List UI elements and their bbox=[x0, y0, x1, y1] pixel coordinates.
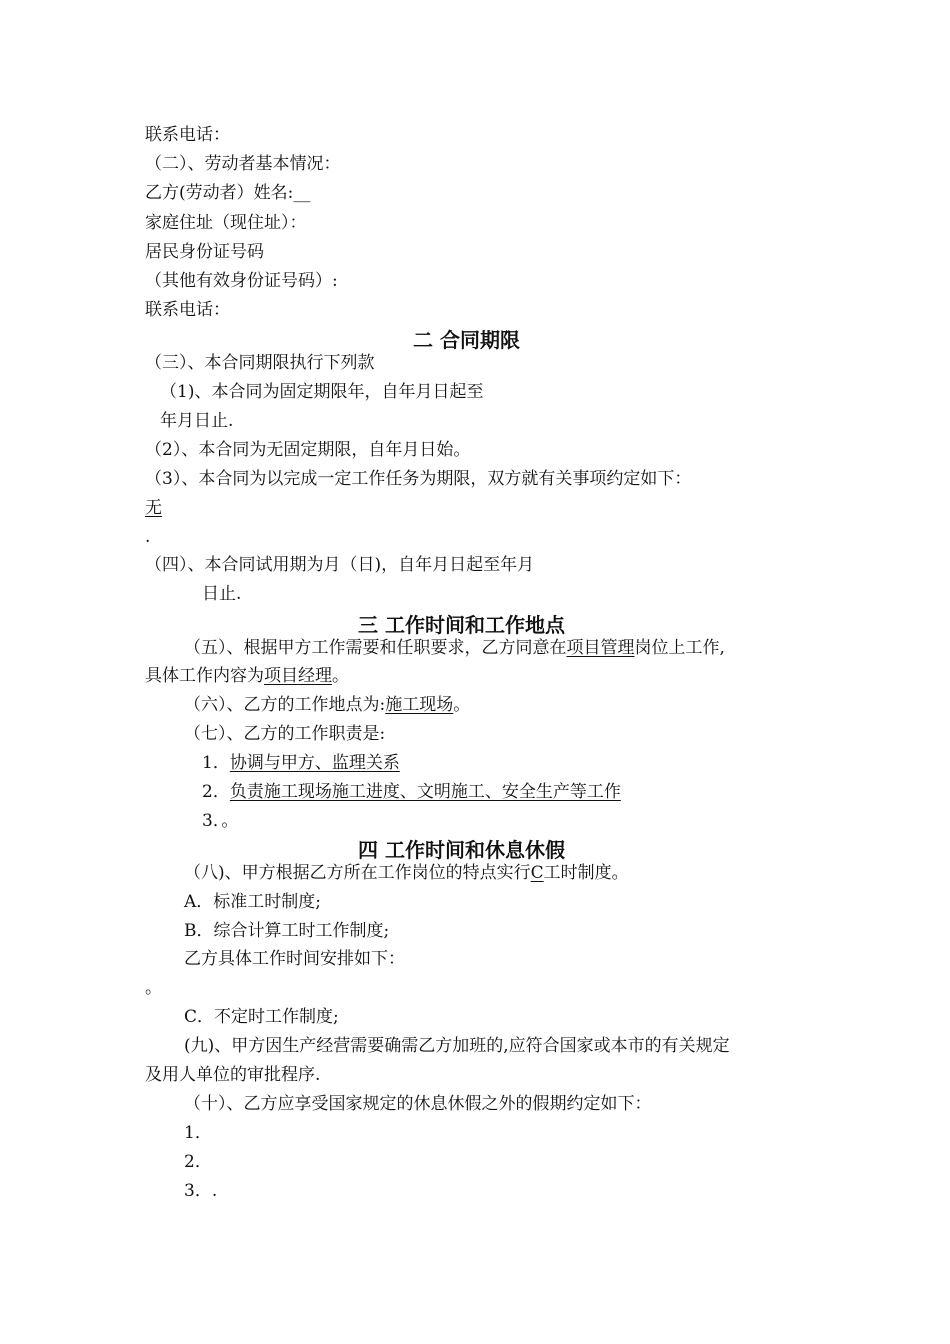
schedule-end: 。 bbox=[145, 978, 162, 998]
other-id: （其他有效身份证号码）: bbox=[145, 271, 338, 291]
job-post-value: 项目管理 bbox=[566, 638, 635, 658]
job-content-value: 项目经理 bbox=[264, 666, 332, 686]
overtime-line-2: 及用人单位的审批程序. bbox=[145, 1065, 321, 1085]
holiday-item-2: 2． bbox=[184, 1152, 212, 1172]
option-a: A．标准工时制度; bbox=[184, 892, 322, 912]
hours-end: 工时制度。 bbox=[543, 863, 629, 883]
job-line-2 bbox=[145, 665, 349, 687]
heading-work-time-place: 三 工作时间和工作地点 bbox=[358, 613, 565, 637]
hours-text: （八)、甲方根据乙方所在工作岗位的特点实行 bbox=[184, 863, 531, 883]
duty-2-text: 负责施工现场施工进度、文明施工、安全生产等工作 bbox=[229, 782, 621, 802]
job-line-1 bbox=[184, 637, 725, 659]
probation-line-1: （四）、本合同试用期为月（日)，自年月日起至年月 bbox=[145, 555, 535, 575]
probation-line-2: 日止. bbox=[202, 584, 242, 604]
job-line-1-end: 岗位上工作, bbox=[634, 638, 725, 658]
work-place-label: （六）、乙方的工作地点为: bbox=[184, 695, 386, 715]
section-2-header: （二）、劳动者基本情况： bbox=[145, 154, 341, 174]
term-fixed-line-2: 年月日止. bbox=[160, 411, 234, 431]
id-number: 居民身份证号码 bbox=[145, 242, 264, 262]
term-task-end: . bbox=[145, 527, 151, 547]
work-place-value: 施工现场 bbox=[385, 695, 454, 715]
hours-line bbox=[184, 862, 629, 884]
hours-system-value: C bbox=[530, 863, 544, 883]
party-a-contact: 联系电话： bbox=[145, 125, 230, 145]
duty-1 bbox=[202, 752, 400, 774]
heading-contract-term: 二 合同期限 bbox=[413, 328, 520, 352]
heading-rest-leave: 四 工作时间和休息休假 bbox=[358, 838, 565, 862]
term-task: （3）、本合同为以完成一定工作任务为期限，双方就有关事项约定如下： bbox=[145, 469, 692, 489]
option-b: B．综合计算工时工作制度; bbox=[184, 921, 390, 941]
holiday-header: （十）、乙方应享受国家规定的休息休假之外的假期约定如下： bbox=[184, 1094, 652, 1114]
term-fixed-line-1: （1)、本合同为固定期限年，自年月日起至 bbox=[160, 382, 484, 402]
home-address: 家庭住址（现住址）： bbox=[145, 213, 307, 233]
job-line-2-text: 具体工作内容为 bbox=[145, 666, 264, 686]
schedule-line: 乙方具体工作时间安排如下： bbox=[184, 949, 405, 969]
party-b-contact: 联系电话： bbox=[145, 300, 230, 320]
duties-header: （七）、乙方的工作职责是: bbox=[184, 724, 386, 744]
holiday-item-3: 3．. bbox=[184, 1181, 218, 1201]
term-open: （2）、本合同为无固定期限，自年月日始。 bbox=[145, 440, 471, 460]
term-intro: （三）、本合同期限执行下列款 bbox=[145, 353, 375, 373]
holiday-item-1: 1． bbox=[184, 1123, 212, 1143]
duty-2-number: 2． bbox=[202, 782, 230, 802]
duty-1-text: 协调与甲方、监理关系 bbox=[229, 753, 400, 773]
duty-1-number: 1． bbox=[202, 753, 230, 773]
duty-3: 3．。 bbox=[202, 811, 239, 831]
job-line-1-text: （五）、根据甲方工作需要和任职要求，乙方同意在 bbox=[184, 638, 567, 658]
name-blank: __ bbox=[293, 183, 311, 203]
name-line bbox=[145, 182, 310, 204]
option-c: C．不定时工作制度; bbox=[184, 1007, 339, 1027]
job-line-2-end: 。 bbox=[332, 666, 349, 686]
term-task-value: 无 bbox=[145, 498, 162, 518]
duty-2 bbox=[202, 781, 621, 803]
work-place-line bbox=[184, 694, 470, 716]
work-place-end: 。 bbox=[453, 695, 471, 715]
name-label: 乙方(劳动者）姓名: bbox=[145, 183, 294, 203]
overtime-line-1: (九)、甲方因生产经营需要确需乙方加班的,应符合国家或本市的有关规定 bbox=[184, 1036, 730, 1056]
